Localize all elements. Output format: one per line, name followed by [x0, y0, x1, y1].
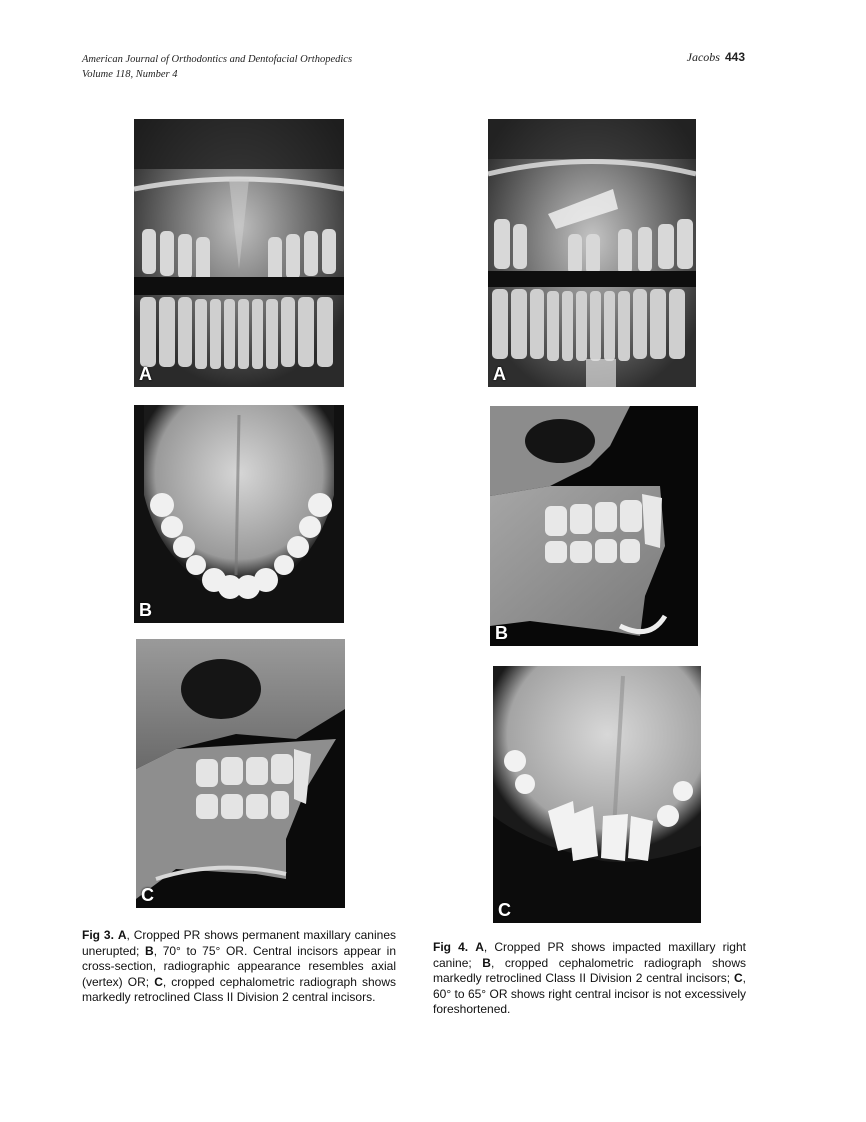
fig4-panel-a: [488, 119, 696, 387]
fig3-panel-a: [134, 119, 344, 387]
fig4b-radiograph: [490, 406, 698, 646]
fig3-panel-c: [136, 639, 345, 908]
fig3-caption-a-text: , Cropped PR shows permanent maxillary canines unerupted;: [82, 928, 396, 958]
fig4-caption-a-text: , Cropped PR shows impacted maxillary right canine;: [433, 940, 746, 970]
author-name: Jacobs: [686, 50, 720, 64]
fig4-caption-b: B: [482, 955, 491, 970]
fig3-caption-c-text: , cropped cephalometric radiograph shows markedly retroclined Class II Division 2 central incisors.: [82, 974, 397, 1005]
fig3-caption-b: B: [145, 943, 154, 958]
fig4-panel-b: [490, 406, 698, 646]
fig3-caption-a: A: [117, 928, 127, 942]
fig3-caption: [82, 928, 396, 1006]
running-header: [82, 52, 352, 82]
fig4c-radiograph: [493, 666, 701, 923]
fig3b-radiograph: [134, 405, 344, 623]
fig4a-radiograph: [488, 119, 696, 387]
fig4-panel-c: [493, 666, 701, 923]
fig3-caption-c: C: [154, 974, 163, 989]
fig3-caption-label: Fig 3.: [82, 928, 114, 942]
fig3-caption-b-text: , 70° to 75° OR. Central incisors appear in cross-section, radiographic appearance resembles axial (vertex) OR;: [82, 943, 396, 989]
panel-label: B: [139, 600, 152, 620]
fig3c-radiograph: [136, 639, 345, 908]
fig4-caption-a: A: [475, 940, 484, 954]
journal-volume: Volume 118, Number 4: [82, 69, 178, 80]
fig3a-radiograph: [134, 119, 344, 387]
panel-label: A: [493, 364, 506, 384]
panel-label: C: [141, 885, 154, 905]
fig4-caption-c-text: , 60° to 65° OR shows right central incisor is not excessively foreshortened.: [433, 971, 746, 1017]
page-header-right: [687, 50, 745, 65]
page-number: 443: [724, 50, 745, 64]
fig4-caption-c: C: [733, 971, 743, 986]
fig4-caption-label: Fig 4.: [433, 940, 469, 954]
panel-label: B: [495, 623, 508, 643]
fig4-caption-b-text: , cropped cephalometric radiograph shows markedly retroclined Class II Division 2 central incisors;: [433, 955, 746, 986]
fig3-panel-b: [134, 405, 344, 623]
panel-label: C: [498, 900, 511, 920]
fig4-caption: [433, 940, 746, 1018]
panel-label: A: [139, 364, 152, 384]
journal-title: American Journal of Orthodontics and Dentofacial Orthopedics: [82, 54, 353, 65]
